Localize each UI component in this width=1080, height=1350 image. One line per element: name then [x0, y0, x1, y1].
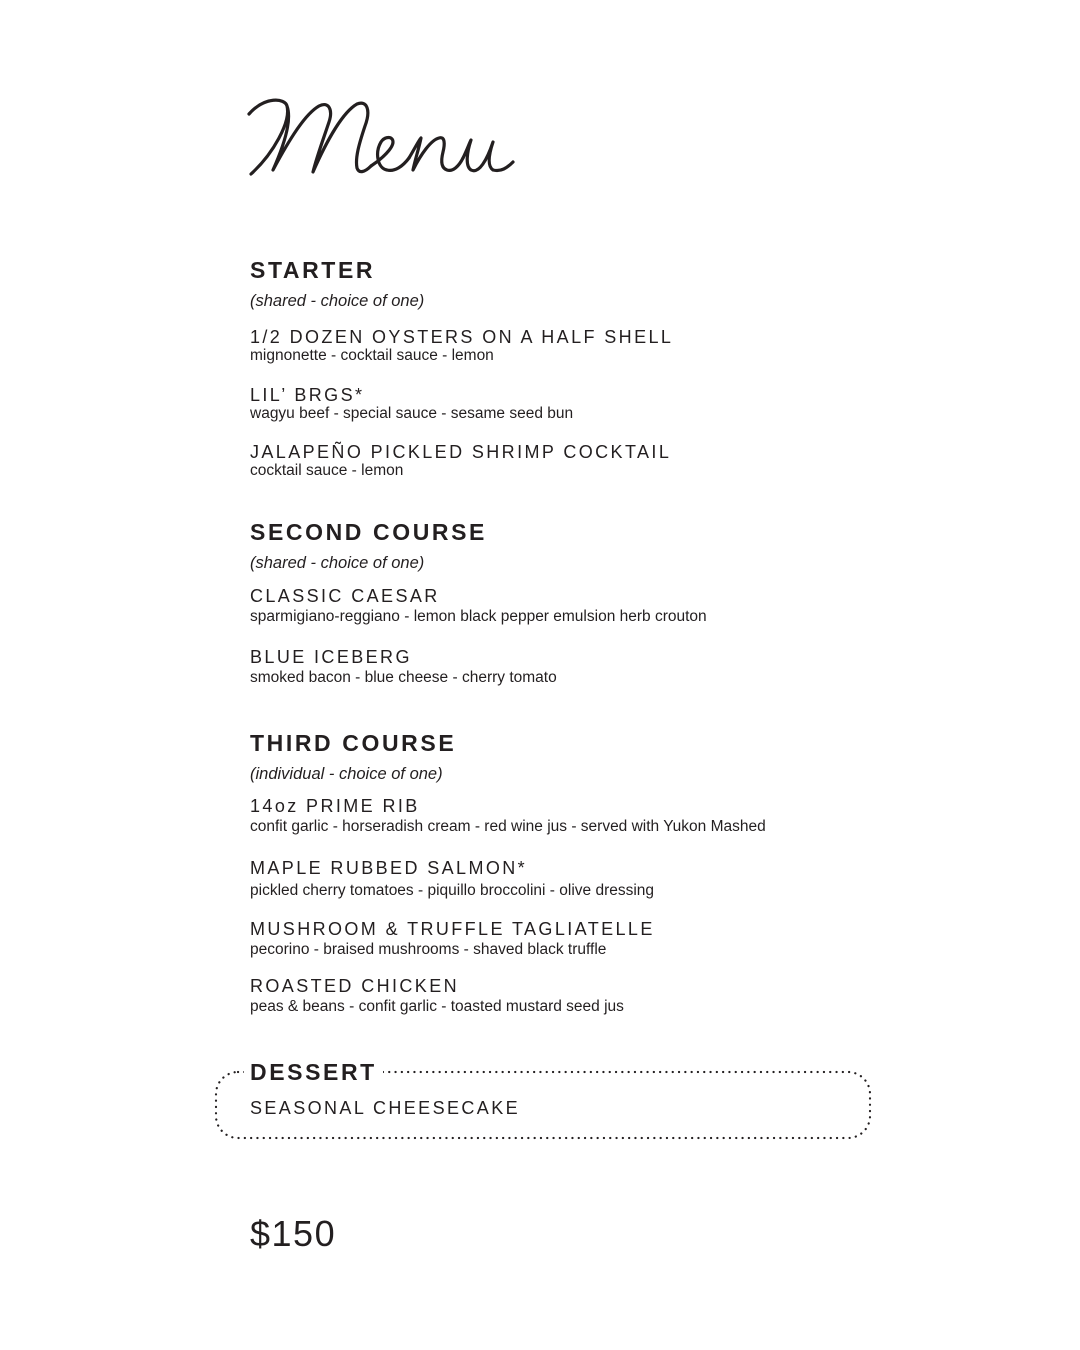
item-description: pecorino - braised mushrooms - shaved black truffle — [250, 941, 607, 958]
section-third-course — [250, 731, 456, 784]
menu-item — [250, 648, 557, 687]
item-description: cocktail sauce - lemon — [250, 462, 404, 479]
section-heading: SECOND COURSE — [250, 519, 487, 545]
item-name: MUSHROOM & TRUFFLE TAGLIATELLE — [250, 919, 655, 939]
section-starter — [250, 258, 424, 311]
item-name: BLUE ICEBERG — [250, 647, 412, 667]
section-note: (shared - choice of one) — [250, 554, 425, 572]
item-description: sparmigiano-reggiano - lemon black pepper emulsion herb crouton — [250, 608, 707, 625]
item-name: 1/2 DOZEN OYSTERS ON A HALF SHELL — [250, 327, 674, 347]
menu-price: $150 — [250, 1213, 337, 1254]
item-name: ROASTED CHICKEN — [250, 976, 460, 996]
dessert-item: SEASONAL CHEESECAKE — [250, 1098, 521, 1118]
item-description: peas & beans - confit garlic - toasted mustard seed jus — [250, 998, 624, 1015]
item-description: wagyu beef - special sauce - sesame seed bun — [250, 405, 574, 422]
menu-item — [250, 977, 624, 1016]
section-second-course — [250, 520, 487, 573]
section-heading: STARTER — [250, 257, 376, 283]
item-description: confit garlic - horseradish cream - red wine jus - served with Yukon Mashed — [250, 818, 766, 835]
section-note: (shared - choice of one) — [250, 292, 425, 310]
section-heading: THIRD COURSE — [250, 730, 457, 756]
item-description: mignonette - cocktail sauce - lemon — [250, 347, 494, 364]
menu-item — [250, 920, 655, 959]
item-name: CLASSIC CAESAR — [250, 586, 440, 606]
item-name: LIL’ BRGS* — [250, 385, 365, 405]
menu-script-title — [243, 92, 518, 187]
menu-item — [250, 443, 671, 480]
item-description: pickled cherry tomatoes - piquillo broccolini - olive dressing — [250, 882, 655, 899]
menu-item — [250, 328, 673, 365]
item-description: smoked bacon - blue cheese - cherry tomato — [250, 669, 557, 686]
menu-item — [250, 797, 766, 836]
section-note: (individual - choice of one) — [250, 765, 443, 783]
item-name: 14oz PRIME RIB — [250, 796, 420, 816]
dessert-heading: DESSERT — [244, 1060, 383, 1084]
menu-item — [250, 587, 707, 626]
menu-item — [250, 859, 654, 900]
item-name: MAPLE RUBBED SALMON* — [250, 858, 528, 878]
menu-item — [250, 386, 573, 423]
item-name: JALAPEÑO PICKLED SHRIMP COCKTAIL — [250, 442, 672, 462]
